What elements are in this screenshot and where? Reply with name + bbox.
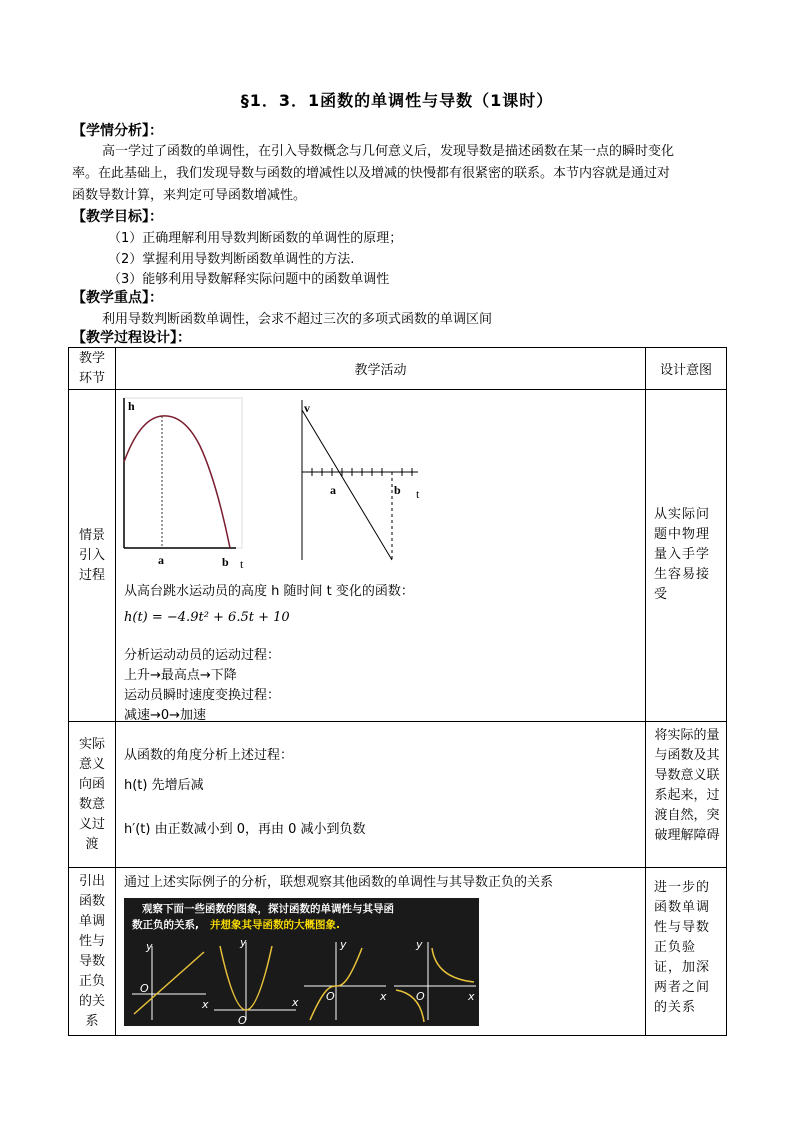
row3-intent — [646, 868, 727, 1036]
graph-b-x-label: x — [292, 996, 299, 1009]
key-heading: 【教学重点】： — [72, 290, 163, 306]
header-intent — [646, 348, 727, 390]
row1-intent — [646, 390, 727, 722]
row1-activity — [116, 390, 646, 722]
graph-c-origin: O — [326, 990, 335, 1003]
graph-d-curve-right — [432, 948, 474, 982]
analysis-line-3: 函数导数计算，来判定可导函数增减性。 — [72, 188, 307, 203]
panel-text-1: 观察下面一些函数的图象，探讨函数的单调性与其导函 — [142, 903, 394, 915]
row1-line-6: 减速→0→加速 — [124, 708, 207, 723]
row3-stage-text: 引出函数单调性与导数正负的关系 — [79, 873, 106, 1029]
row3-activity — [116, 868, 646, 1036]
goal-item-1: （1）正确理解利用导数判断函数的单调性的原理； — [108, 231, 403, 246]
row1-stage-text: 情景引入过程 — [79, 527, 106, 583]
row3-line: 通过上述实际例子的分析，联想观察其他函数的单调性与其导数正负的关系 — [124, 875, 554, 890]
function-graphs-svg — [124, 898, 479, 1026]
panel-text-2a: 数正负的关系, — [132, 919, 199, 931]
key-text: 利用导数判断函数单调性，会求不超过三次的多项式函数的单调区间 — [102, 312, 493, 327]
row2-stage-text: 实际意义向函数意义过渡 — [79, 736, 106, 852]
function-graphs-panel — [124, 898, 479, 1026]
header-activity — [116, 348, 646, 390]
panel-text-2b: 并想象其导函数的大概图象. — [210, 919, 340, 931]
height-graph-t-label: t — [240, 557, 244, 570]
velocity-graph-b-label: b — [394, 483, 401, 497]
height-graph-a-label: a — [158, 553, 164, 567]
analysis-line-1: 高一学过了函数的单调性，在引入导数概念与几何意义后，发现导数是描述函数在某一点的瞬时变化 — [102, 144, 675, 159]
row2-line-2: h(t) 先增后减 — [124, 778, 204, 793]
velocity-graph-t-label: t — [416, 487, 420, 501]
graph-b-y-label: y — [240, 936, 247, 949]
row2-stage — [69, 722, 116, 868]
graph-c-y-label: y — [340, 938, 347, 951]
row2-intent-text: 将实际的量与函数及其导数意义联系起来，过渡自然，突破理解障碍 — [654, 728, 720, 843]
header-intent-text: 设计意图 — [659, 363, 712, 378]
row3-intent-text: 进一步的函数单调性与导数正负验证，加深两者之间的关系 — [654, 880, 711, 1015]
graph-d-x-label: x — [468, 990, 475, 1003]
row1-intent-text: 从实际问题中物理量入手学生容易接受 — [654, 507, 711, 602]
velocity-graph-a-label: a — [330, 483, 336, 497]
row1-line-5: 运动员瞬时速度变换过程： — [124, 688, 281, 703]
graph-d-y-label: y — [416, 938, 423, 951]
analysis-line-2: 率。在此基础上，我们发现导数与函数的增减性以及增减的快慢都有很紧密的联系。本节内容就是通过对 — [72, 166, 671, 181]
analysis-paragraph — [72, 141, 722, 207]
teaching-process-table — [68, 347, 727, 1036]
row1-line-1: 从高台跳水运动员的高度 h 随时间 t 变化的函数： — [124, 584, 414, 599]
row3-stage — [69, 868, 116, 1036]
page-title: §1．3．1函数的单调性与导数（1课时） — [240, 91, 554, 110]
row2-line-1: 从函数的角度分析上述过程： — [124, 748, 294, 763]
analysis-heading: 【学情分析】： — [72, 123, 163, 139]
row1-line-4: 上升→最高点→下降 — [124, 668, 237, 683]
graph-a-origin: O — [140, 982, 149, 995]
velocity-graph-line — [302, 410, 392, 560]
height-graph-y-label: h — [128, 399, 135, 413]
process-heading: 【教学过程设计】： — [72, 330, 191, 346]
header-stage-text: 教学环节 — [79, 350, 106, 386]
row2-line-3: h′(t) 由正数减小到 0，再由 0 减小到负数 — [124, 822, 366, 837]
graph-c-x-label: x — [380, 990, 387, 1003]
goal-item-3: （3）能够利用导数解释实际问题中的函数单调性 — [108, 272, 390, 287]
graph-a-y-label: y — [146, 940, 153, 953]
row2-intent — [646, 722, 727, 868]
row1-stage — [69, 390, 116, 722]
row2-activity — [116, 722, 646, 868]
goal-item-2: （2）掌握利用导数判断函数单调性的方法. — [108, 252, 355, 267]
velocity-graph-y-label: v — [304, 401, 310, 415]
row1-line-3: 分析运动动员的运动过程： — [124, 648, 281, 663]
graph-b-origin: O — [238, 1014, 247, 1026]
row1-formula: h(t) = −4.9t² + 6.5t + 10 — [124, 610, 290, 625]
height-graph-b-label: b — [222, 555, 229, 569]
header-stage — [69, 348, 116, 390]
velocity-graph — [296, 390, 436, 570]
goals-heading: 【教学目标】： — [72, 209, 163, 225]
header-activity-text: 教学活动 — [354, 363, 407, 378]
graph-a-x-label: x — [202, 998, 209, 1011]
graph-d-origin: O — [416, 990, 425, 1003]
